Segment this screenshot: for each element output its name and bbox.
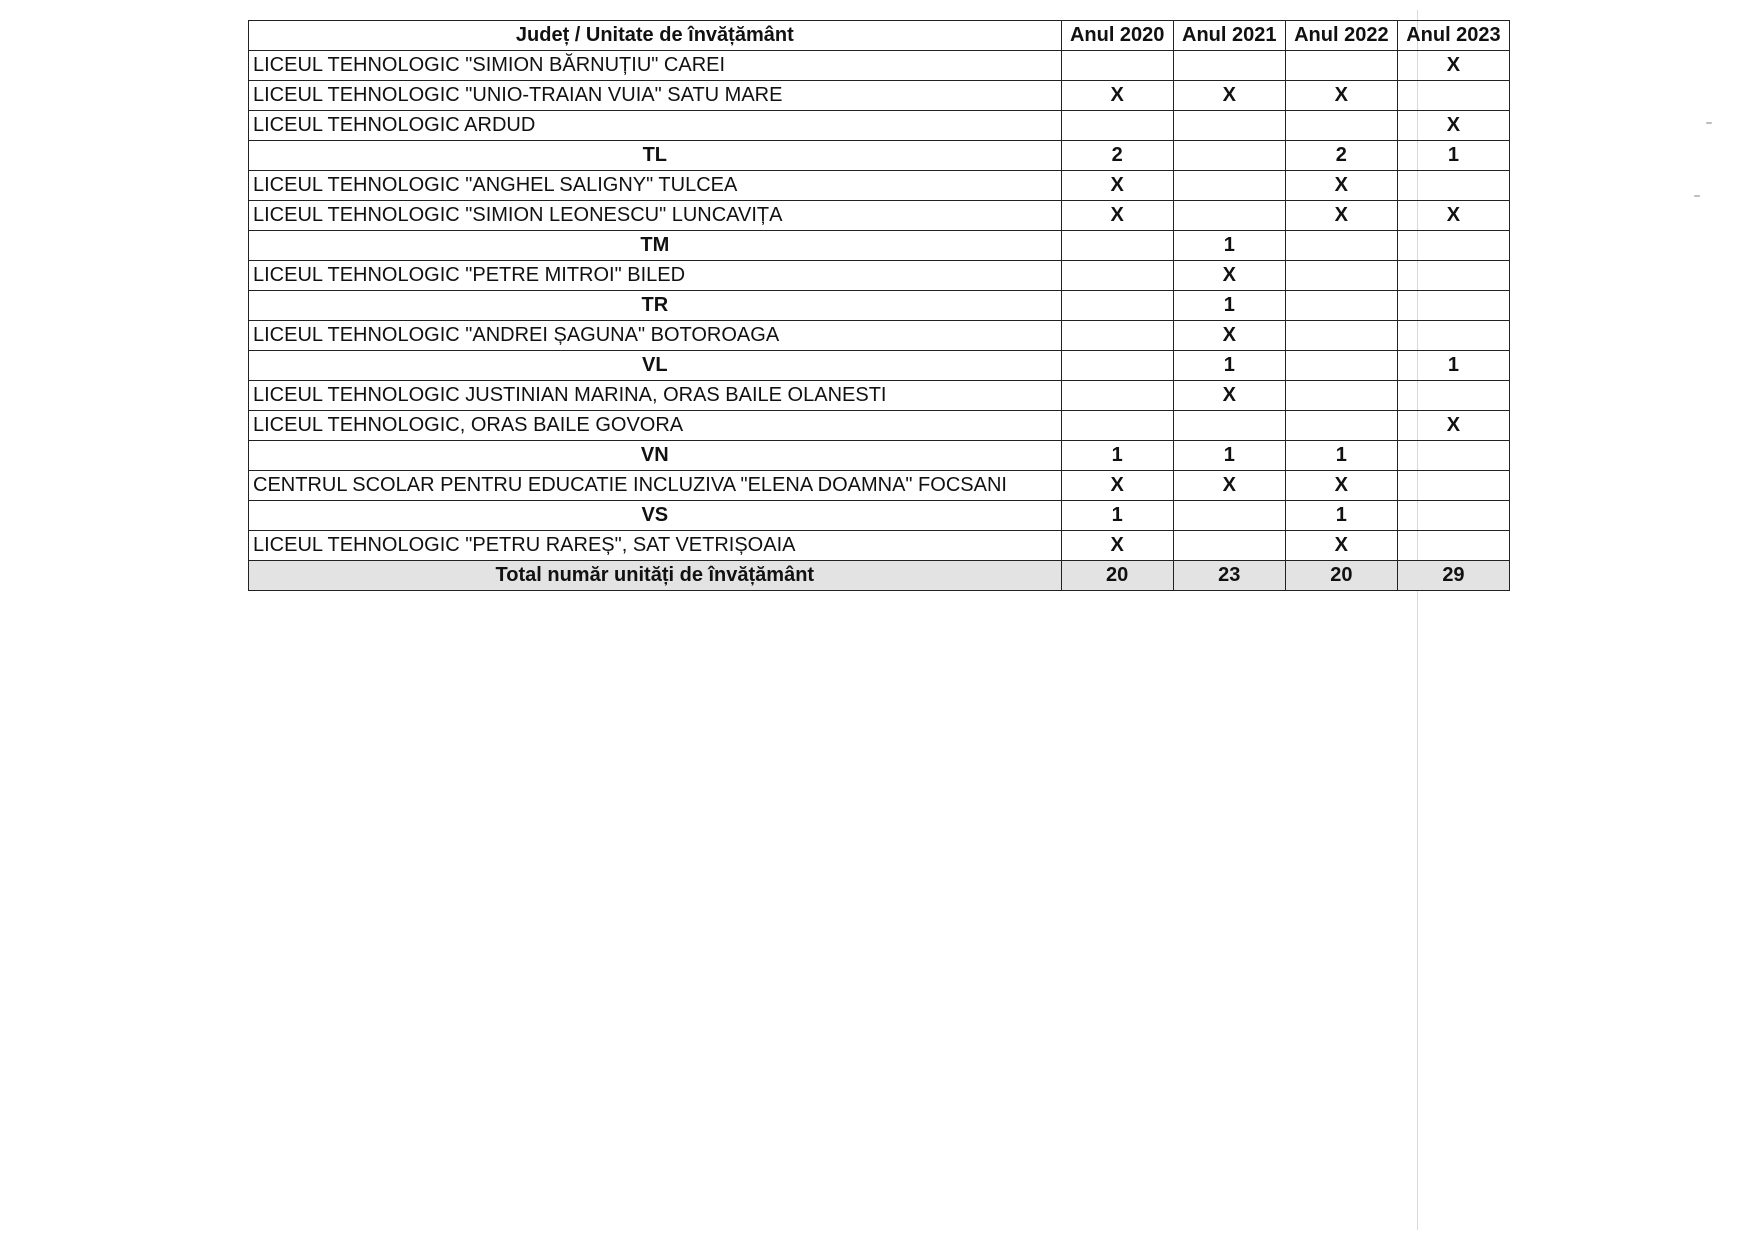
table-row [249, 261, 1510, 291]
year-cell [1061, 111, 1173, 141]
year-cell: 1 [1061, 441, 1173, 471]
scan-speck [1694, 195, 1700, 197]
year-cell: 1 [1397, 141, 1509, 171]
year-cell [1397, 291, 1509, 321]
year-cell: 1 [1285, 441, 1397, 471]
county-row [249, 291, 1510, 321]
year-cell [1397, 531, 1509, 561]
year-cell: 2 [1285, 141, 1397, 171]
county-row [249, 231, 1510, 261]
year-cell: 2 [1061, 141, 1173, 171]
year-cell [1285, 111, 1397, 141]
county-row [249, 351, 1510, 381]
school-name: LICEUL TEHNOLOGIC "SIMION BĂRNUȚIU" CAREI [249, 51, 1062, 81]
year-cell [1173, 51, 1285, 81]
year-cell [1173, 501, 1285, 531]
year-cell: X [1061, 81, 1173, 111]
county-code: VS [249, 501, 1062, 531]
total-cell: 20 [1061, 561, 1173, 591]
year-cell: X [1173, 81, 1285, 111]
year-cell [1285, 411, 1397, 441]
table-row [249, 411, 1510, 441]
county-code: TL [249, 141, 1062, 171]
school-name: LICEUL TEHNOLOGIC, ORAS BAILE GOVORA [249, 411, 1062, 441]
schools-by-year-table [248, 20, 1510, 591]
school-name: CENTRUL SCOLAR PENTRU EDUCATIE INCLUZIVA "ELENA DOAMNA" FOCSANI [249, 471, 1062, 501]
header-year-2020: Anul 2020 [1061, 21, 1173, 51]
year-cell [1061, 261, 1173, 291]
table-row [249, 81, 1510, 111]
year-cell [1397, 471, 1509, 501]
table-row [249, 51, 1510, 81]
year-cell [1285, 231, 1397, 261]
year-cell [1173, 141, 1285, 171]
total-cell: 23 [1173, 561, 1285, 591]
year-cell [1397, 321, 1509, 351]
year-cell [1285, 291, 1397, 321]
table-row [249, 381, 1510, 411]
year-cell: X [1285, 81, 1397, 111]
year-cell: 1 [1173, 231, 1285, 261]
year-cell [1061, 351, 1173, 381]
year-cell [1173, 111, 1285, 141]
table-row [249, 471, 1510, 501]
year-cell: X [1061, 531, 1173, 561]
school-name: LICEUL TEHNOLOGIC "UNIO-TRAIAN VUIA" SATU MARE [249, 81, 1062, 111]
year-cell [1173, 531, 1285, 561]
year-cell: X [1285, 531, 1397, 561]
year-cell: 1 [1397, 351, 1509, 381]
table-row [249, 171, 1510, 201]
school-name: LICEUL TEHNOLOGIC ARDUD [249, 111, 1062, 141]
year-cell [1397, 261, 1509, 291]
school-name: LICEUL TEHNOLOGIC "PETRU RAREȘ", SAT VETRIȘOAIA [249, 531, 1062, 561]
table-row [249, 201, 1510, 231]
year-cell: X [1285, 171, 1397, 201]
year-cell [1397, 381, 1509, 411]
year-cell [1397, 441, 1509, 471]
year-cell [1061, 381, 1173, 411]
year-cell: X [1397, 201, 1509, 231]
header-year-2021: Anul 2021 [1173, 21, 1285, 51]
year-cell [1285, 351, 1397, 381]
year-cell [1061, 321, 1173, 351]
total-row [249, 561, 1510, 591]
year-cell: X [1061, 471, 1173, 501]
year-cell: 1 [1173, 441, 1285, 471]
year-cell: X [1397, 111, 1509, 141]
school-name: LICEUL TEHNOLOGIC JUSTINIAN MARINA, ORAS BAILE OLANESTI [249, 381, 1062, 411]
year-cell [1285, 321, 1397, 351]
table-header-row [249, 21, 1510, 51]
header-county-unit: Județ / Unitate de învățământ [249, 21, 1062, 51]
school-name: LICEUL TEHNOLOGIC "SIMION LEONESCU" LUNCAVIȚA [249, 201, 1062, 231]
year-cell: 1 [1173, 351, 1285, 381]
year-cell: X [1397, 411, 1509, 441]
county-code: VN [249, 441, 1062, 471]
county-code: VL [249, 351, 1062, 381]
table-row [249, 111, 1510, 141]
total-cell: 20 [1285, 561, 1397, 591]
year-cell [1061, 231, 1173, 261]
year-cell [1061, 291, 1173, 321]
table-row [249, 321, 1510, 351]
county-row [249, 141, 1510, 171]
scan-speck [1706, 122, 1712, 124]
year-cell [1173, 201, 1285, 231]
header-year-2023: Anul 2023 [1397, 21, 1509, 51]
year-cell [1285, 261, 1397, 291]
total-label: Total număr unități de învățământ [249, 561, 1062, 591]
year-cell [1061, 411, 1173, 441]
year-cell [1285, 381, 1397, 411]
table-row [249, 531, 1510, 561]
school-name: LICEUL TEHNOLOGIC "PETRE MITROI" BILED [249, 261, 1062, 291]
year-cell: X [1173, 381, 1285, 411]
year-cell: X [1173, 321, 1285, 351]
year-cell [1397, 231, 1509, 261]
header-year-2022: Anul 2022 [1285, 21, 1397, 51]
year-cell: X [1061, 201, 1173, 231]
year-cell: 1 [1173, 291, 1285, 321]
total-cell: 29 [1397, 561, 1509, 591]
year-cell [1397, 501, 1509, 531]
year-cell: X [1173, 261, 1285, 291]
year-cell [1173, 411, 1285, 441]
year-cell [1285, 51, 1397, 81]
county-row [249, 501, 1510, 531]
year-cell [1061, 51, 1173, 81]
year-cell: X [1285, 471, 1397, 501]
year-cell: X [1285, 201, 1397, 231]
county-code: TM [249, 231, 1062, 261]
school-name: LICEUL TEHNOLOGIC "ANDREI ȘAGUNA" BOTOROAGA [249, 321, 1062, 351]
school-name: LICEUL TEHNOLOGIC "ANGHEL SALIGNY" TULCEA [249, 171, 1062, 201]
year-cell [1397, 171, 1509, 201]
year-cell: 1 [1061, 501, 1173, 531]
county-code: TR [249, 291, 1062, 321]
year-cell: X [1397, 51, 1509, 81]
county-row [249, 441, 1510, 471]
year-cell: X [1061, 171, 1173, 201]
year-cell: 1 [1285, 501, 1397, 531]
year-cell [1397, 81, 1509, 111]
year-cell: X [1173, 471, 1285, 501]
year-cell [1173, 171, 1285, 201]
